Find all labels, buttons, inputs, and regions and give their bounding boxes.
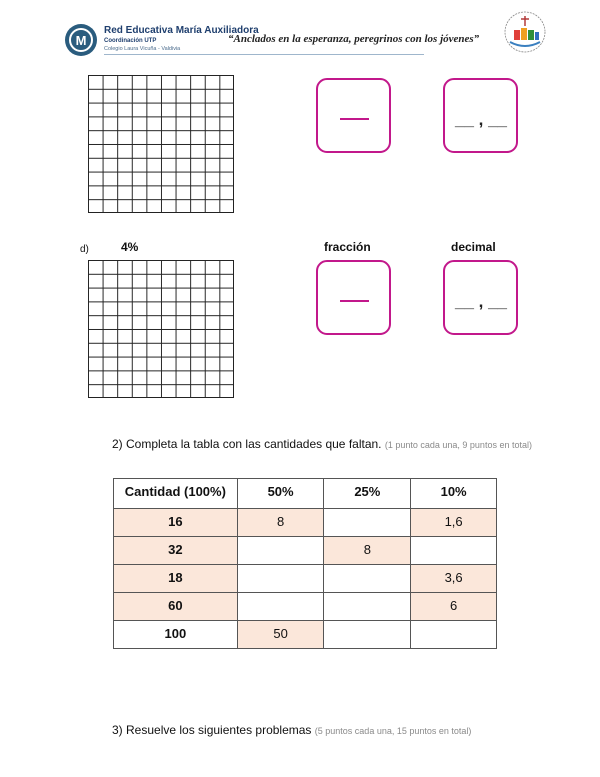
table-header-cell: Cantidad (100%) [114,479,238,509]
coordination-label: Coordinación UTP [104,38,157,44]
table-cell: 3,6 [411,565,497,593]
exercise-letter: d) [80,244,89,255]
decimal-answer-box-c[interactable] [443,78,518,153]
table-cell: 1,6 [411,509,497,537]
table-answer-cell[interactable] [324,565,411,593]
hundred-grid-c [88,75,234,213]
table-cell: 6 [411,593,497,621]
table-answer-cell[interactable] [411,621,497,649]
hundred-grid-d [88,260,234,398]
school-name: Colegio Laura Vicuña - Valdivia [104,46,181,52]
table-answer-cell[interactable] [237,537,324,565]
fraction-bar [340,300,369,302]
fraction-bar [340,118,369,120]
table-row [114,509,497,537]
table-cell: 50 [237,621,324,649]
table-row [114,621,497,649]
table-header-cell: 10% [411,479,497,509]
question-2-text: 2) Completa la tabla con las cantidades que faltan. [112,437,382,451]
table-answer-cell[interactable] [324,593,411,621]
jubilee-logo [500,10,550,56]
percentage-table [113,478,497,649]
question-3-text: 3) Resuelve los siguientes problemas [112,723,312,737]
table-row [114,593,497,621]
table-row [114,537,497,565]
decimal-answer-box-d[interactable] [443,260,518,335]
question-3-note: (5 puntos cada una, 15 puntos en total) [314,726,472,736]
question-3 [112,723,471,737]
fraction-label: fracción [324,240,371,254]
percent-label: 4% [121,240,139,254]
header-divider [104,54,424,55]
table-header-cell: 25% [324,479,411,509]
table-answer-cell[interactable] [237,593,324,621]
table-header-cell: 50% [237,479,324,509]
fraction-answer-box-c[interactable] [316,78,391,153]
table-cell: 18 [114,565,238,593]
table-cell: 16 [114,509,238,537]
fraction-answer-box-d[interactable] [316,260,391,335]
table-answer-cell[interactable] [237,565,324,593]
decimal-blank: __ , __ [455,110,507,129]
motto: “Anclados en la esperanza, peregrinos con los jóvenes” [228,33,480,45]
org-name: Red Educativa María Auxiliadora [104,25,259,36]
decimal-label: decimal [451,240,496,254]
table-header-row [114,479,497,509]
question-2 [112,437,532,451]
table-answer-cell[interactable] [411,537,497,565]
svg-text:M: M [75,33,87,48]
table-answer-cell[interactable] [324,621,411,649]
school-network-logo [63,22,99,58]
table-cell: 60 [114,593,238,621]
question-2-note: (1 punto cada una, 9 puntos en total) [384,440,532,450]
table-answer-cell[interactable] [324,509,411,537]
table-row [114,565,497,593]
table-cell: 8 [237,509,324,537]
table-cell: 100 [114,621,238,649]
decimal-blank: __ , __ [455,292,507,311]
table-cell: 8 [324,537,411,565]
table-cell: 32 [114,537,238,565]
